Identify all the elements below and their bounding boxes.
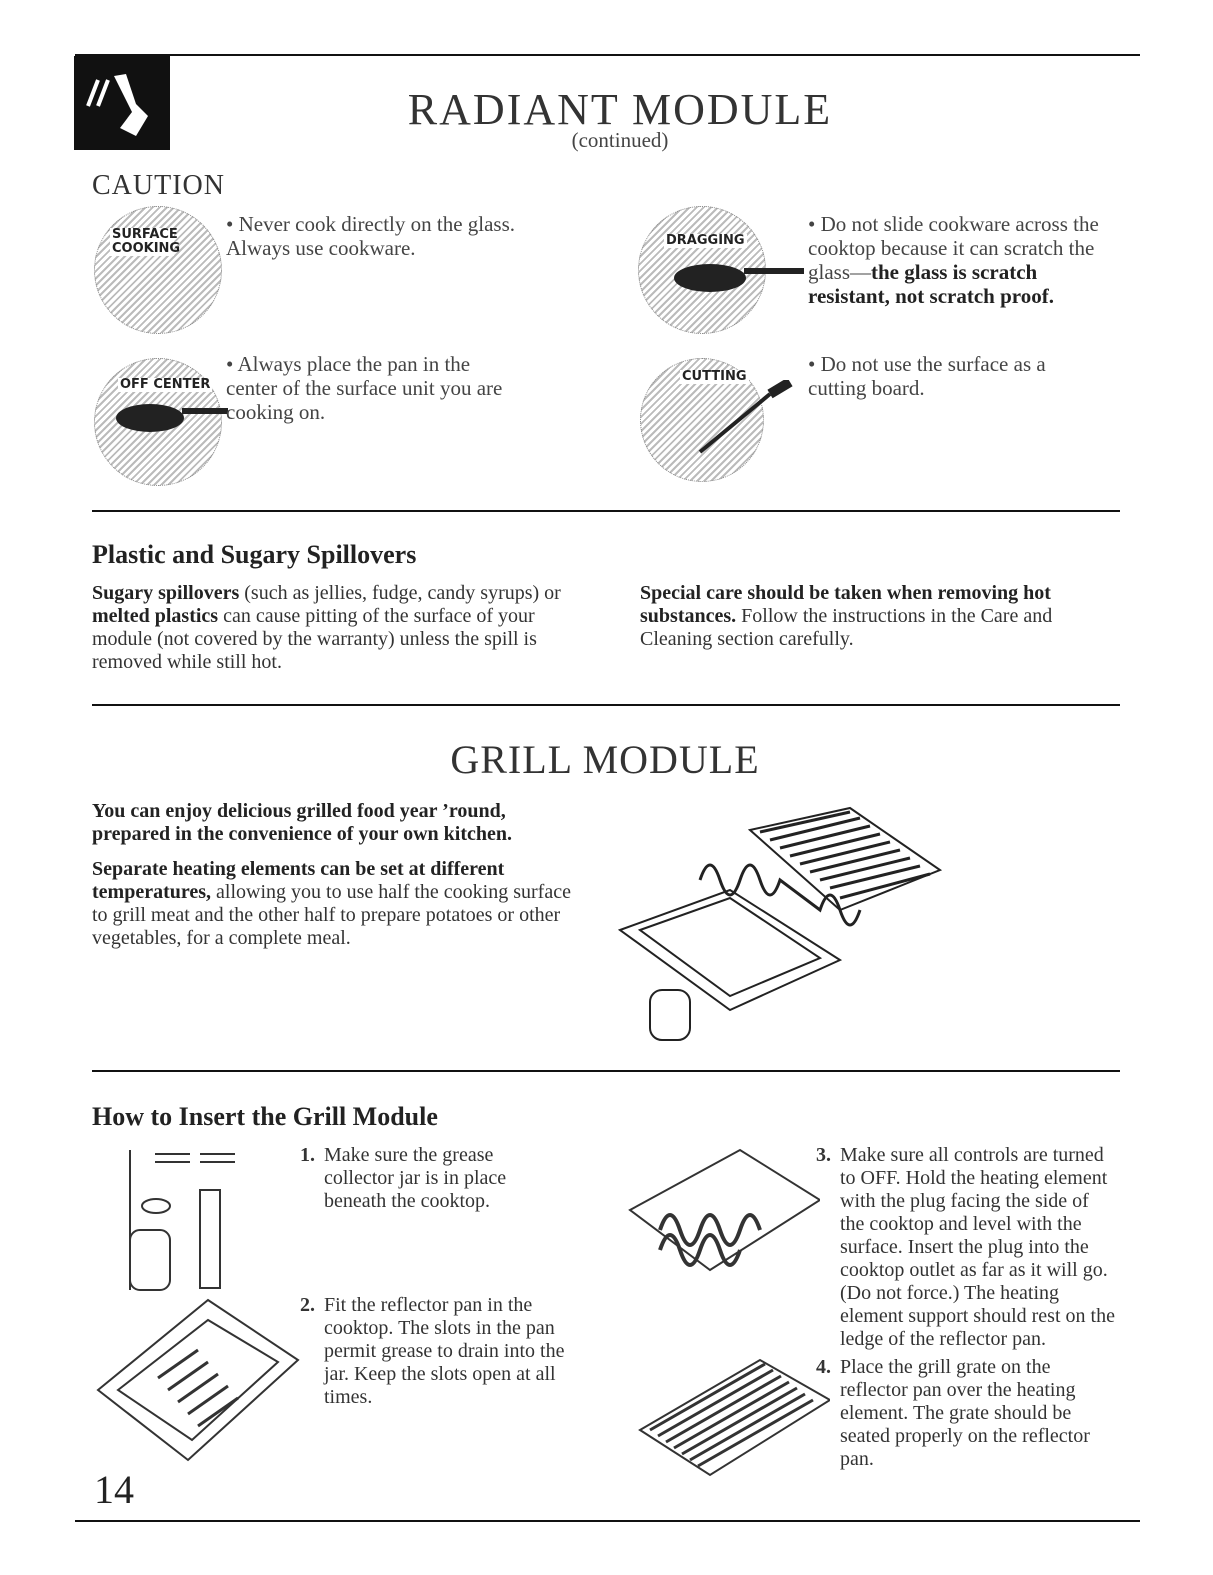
top-rule [75,54,1140,56]
step-1-text: Make sure the grease collector jar is in place beneath the cooktop. [324,1144,507,1212]
divider-3 [92,1070,1120,1072]
spillovers-text-1: (such as jellies, fudge, candy syrups) or [239,582,561,604]
caution-text-surface-cooking: • Never cook directly on the glass. Always use cookware. [226,212,516,260]
cutting-label: CUTTING [682,369,747,384]
step-4 [816,1356,1106,1471]
caution-text-cutting: • Do not use the surface as a cutting board. [808,352,1046,400]
saucepan-icon [670,248,810,298]
spillovers-right-text [640,582,1110,651]
divider-2 [92,704,1120,706]
step-2-text: Fit the reflector pan in the cooktop. The slots in the pan permit grease to drain into the jar. Keep the slots open at all times. [324,1294,565,1408]
step-3-text: Make sure all controls are turned to OFF. Hold the heating element with the plug facing the side of the cooktop and level with the surface. Insert the plug into the cooktop outlet as far as it will go. (Do not force.) The heating element support should rest on the ledge of the reflector pan. [840,1144,1115,1350]
special-care-text: Follow the instructions in the Care and Cleaning section carefully. [640,605,1053,650]
grill-intro [92,800,572,846]
no-surface-cooking-icon [94,206,222,334]
grill-paragraph [92,858,572,950]
hand-touch-icon [74,56,170,150]
spillovers-left-text [92,582,582,674]
step-1 [300,1144,530,1213]
dragging-text-plain: • Do not slide cookware across the cooktop because it can scratch the glass— [808,212,1099,284]
off-center-pan-icon [110,390,230,440]
page-title: RADIANT MODULE [407,85,833,134]
special-care-bold: Special care should be taken when removing hot substances. [640,582,1051,627]
surface-cooking-label: SURFACE COOKING [112,227,181,256]
divider-1 [92,510,1120,512]
dragging-text-bold: the glass is scratch resistant, not scratch proof. [808,260,1054,308]
grill-title: GRILL MODULE [450,737,760,782]
step-4-number: 4. [816,1356,831,1378]
off-center-label: OFF CENTER [120,377,211,392]
caution-text-off-center: • Always place the pan in the center of the surface unit you are cooking on. [226,352,503,424]
caution-heading: CAUTION [92,170,225,201]
dragging-label: DRAGGING [666,233,745,248]
grill-intro-bold: You can enjoy delicious grilled food year ’round, prepared in the convenience of your own kitchen. [92,800,513,845]
melted-plastics-bold: melted plastics [92,605,219,627]
heating-element-illustration [620,1140,820,1320]
grill-grate-illustration [630,1350,830,1490]
step-2-number: 2. [300,1294,315,1316]
step-3-number: 3. [816,1144,831,1166]
step-3 [816,1144,1116,1351]
page-number: 14 [94,1467,134,1512]
caution-text-dragging [808,212,1118,308]
grill-p2-text: allowing you to use half the cooking surface to grill meat and the other half to prepare potatoes or other vegetables, for a complete meal. [92,881,571,949]
safety-logo [74,56,170,150]
step-1-number: 1. [300,1144,315,1166]
spillovers-text-2: can cause pitting of the surface of your module (not covered by the warranty) unless the spill is removed while still hot. [92,605,537,673]
knife-icon [690,380,800,460]
step-2 [300,1294,570,1409]
insert-heading: How to Insert the Grill Module [92,1102,438,1131]
spillovers-heading: Plastic and Sugary Spillovers [92,540,417,569]
grill-p2-bold: Separate heating elements can be set at different temperatures, [92,858,505,903]
sugary-spillovers-bold: Sugary spillovers [92,582,240,604]
grease-jar-illustration [100,1140,270,1300]
step-4-text: Place the grill grate on the reflector pan over the heating element. The grate should be seated properly on the reflector pan. [840,1356,1090,1470]
page-subtitle: (continued) [571,128,669,152]
reflector-pan-illustration [88,1290,308,1480]
bottom-rule [75,1520,1140,1522]
grill-components-illustration [610,800,960,1050]
